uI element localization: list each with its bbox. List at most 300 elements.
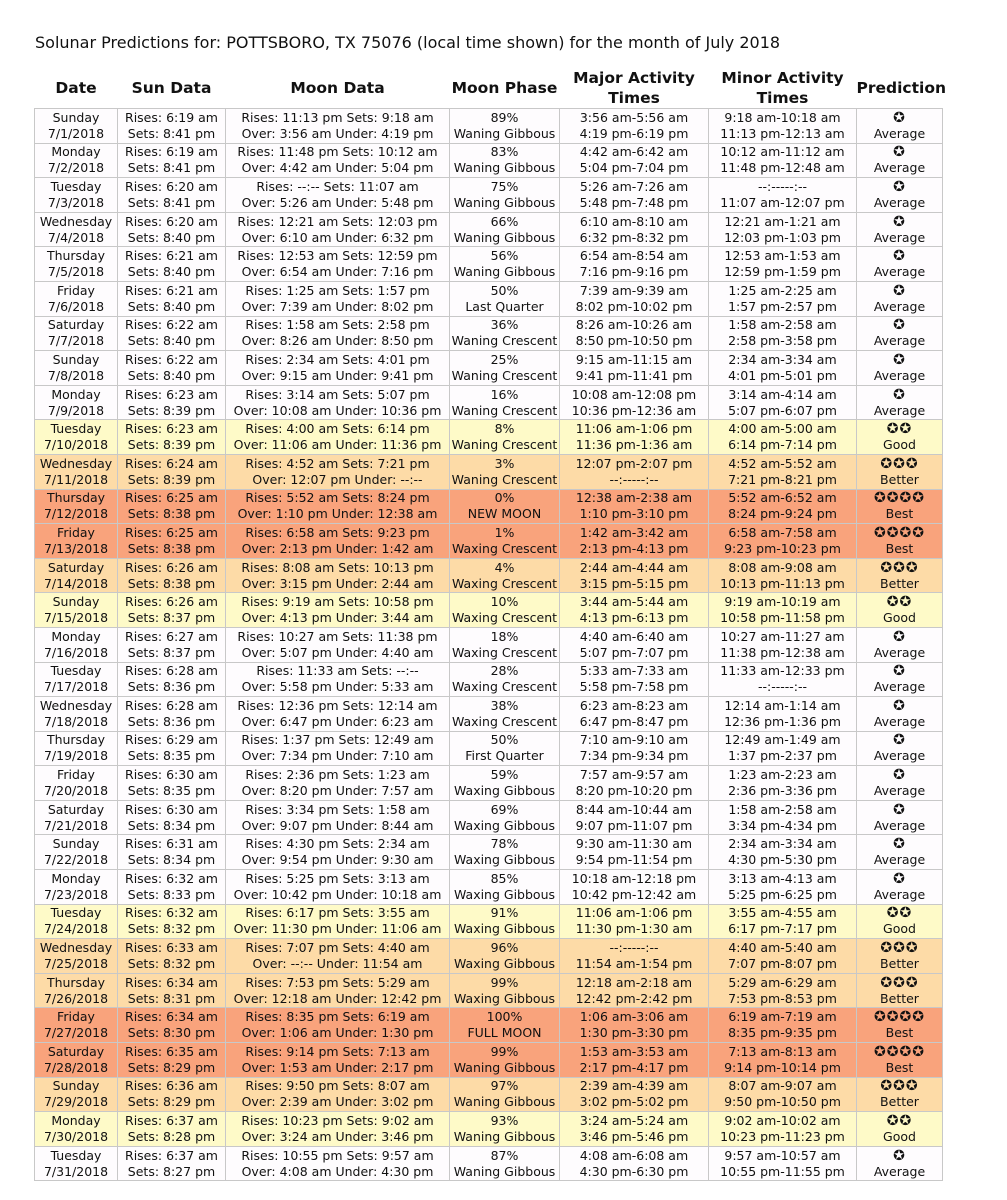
major-time-1: 5:26 am-7:26 am [579, 178, 689, 194]
circled-star-icon: ✪✪ [886, 421, 913, 438]
phase-percent: 36% [490, 317, 519, 333]
table-row [35, 800, 943, 835]
phase-percent: 50% [490, 282, 519, 298]
prediction-rating: Good [883, 921, 916, 937]
major-time-1: 8:26 am-10:26 am [575, 317, 693, 333]
date-value: 7/13/2018 [43, 540, 109, 556]
moon-rise-set: Rises: 4:00 am Sets: 6:14 pm [245, 421, 430, 437]
phase-name: Waning Crescent [451, 333, 558, 349]
header-major-line2: Activity Times [608, 69, 695, 107]
date-value: 7/9/2018 [47, 402, 105, 418]
moon-over-under: Over: 3:24 am Under: 3:46 pm [241, 1129, 434, 1145]
sun-data-cell [118, 281, 226, 316]
minor-time-2: 5:07 pm-6:07 pm [728, 402, 837, 418]
header-row [35, 68, 943, 109]
moon-rise-set: Rises: 4:52 am Sets: 7:21 pm [245, 455, 430, 471]
moon-rise-set: Rises: 1:58 am Sets: 2:58 pm [245, 317, 430, 333]
sun-data-cell [118, 420, 226, 455]
moon-data-cell [226, 1146, 450, 1181]
phase-name: Waxing Gibbous [453, 921, 556, 937]
major-times-cell [560, 766, 709, 801]
table-row [35, 385, 943, 420]
sun-rise: Rises: 6:30 am [125, 801, 218, 817]
minor-time-2: 3:34 pm-4:34 pm [728, 817, 837, 833]
major-times-cell [560, 385, 709, 420]
minor-time-1: 9:57 am-10:57 am [724, 1147, 841, 1163]
moon-over-under: Over: 4:42 am Under: 5:04 pm [241, 160, 434, 176]
minor-times-cell [709, 1008, 857, 1043]
circled-star-icon: ✪ [893, 697, 906, 714]
moon-phase-cell [450, 1043, 560, 1078]
date-cell [35, 351, 118, 386]
moon-phase-cell [450, 697, 560, 732]
minor-time-1: 4:52 am-5:52 am [728, 455, 837, 471]
major-time-2: 5:48 pm-7:48 pm [579, 194, 689, 210]
moon-over-under: Over: 6:54 am Under: 7:16 pm [241, 264, 434, 280]
sun-set: Sets: 8:38 pm [127, 506, 216, 522]
major-time-1: --:-----:-- [609, 940, 659, 956]
moon-rise-set: Rises: 11:48 pm Sets: 10:12 am [237, 144, 438, 160]
sun-rise: Rises: 6:28 am [125, 663, 218, 679]
moon-data-cell [226, 593, 450, 628]
prediction-cell [857, 454, 943, 489]
minor-time-2: 12:36 pm-1:36 pm [724, 713, 841, 729]
prediction-rating: Average [873, 679, 926, 695]
prediction-rating: Average [873, 886, 926, 902]
moon-over-under: Over: 6:10 am Under: 6:32 pm [241, 229, 434, 245]
moon-rise-set: Rises: 9:14 pm Sets: 7:13 am [245, 1043, 430, 1059]
date-cell [35, 1146, 118, 1181]
moon-over-under: Over: 10:08 am Under: 10:36 pm [233, 402, 442, 418]
moon-over-under: Over: 5:07 pm Under: 4:40 am [241, 644, 434, 660]
circled-star-icon: ✪✪ [886, 594, 913, 611]
minor-time-1: 12:14 am-1:14 am [724, 697, 841, 713]
circled-star-icon: ✪ [893, 836, 906, 853]
prediction-rating: Best [885, 506, 914, 522]
major-time-1: 5:33 am-7:33 am [579, 663, 689, 679]
sun-data-cell [118, 1112, 226, 1147]
moon-phase-cell [450, 454, 560, 489]
minor-time-2: 1:37 pm-2:37 pm [728, 748, 837, 764]
date-value: 7/11/2018 [43, 471, 109, 487]
moon-over-under: Over: 1:10 pm Under: 12:38 am [237, 506, 438, 522]
sun-data-cell [118, 627, 226, 662]
major-times-cell [560, 524, 709, 559]
header-moon-data: Moon Data [290, 79, 385, 97]
prediction-cell [857, 800, 943, 835]
day-name: Tuesday [50, 663, 102, 679]
sun-set: Sets: 8:40 pm [127, 264, 216, 280]
minor-time-1: 4:00 am-5:00 am [728, 421, 837, 437]
date-value: 7/28/2018 [43, 1059, 109, 1075]
date-value: 7/14/2018 [43, 575, 109, 591]
prediction-cell [857, 351, 943, 386]
prediction-rating: Average [873, 713, 926, 729]
moon-over-under: Over: 9:54 pm Under: 9:30 am [241, 852, 434, 868]
minor-times-cell [709, 697, 857, 732]
phase-name: Waning Crescent [451, 402, 558, 418]
minor-time-1: 8:07 am-9:07 am [728, 1078, 837, 1094]
phase-percent: 87% [490, 1147, 519, 1163]
date-cell [35, 627, 118, 662]
major-times-cell [560, 247, 709, 282]
day-name: Friday [57, 282, 95, 298]
sun-set: Sets: 8:32 pm [127, 956, 216, 972]
moon-rise-set: Rises: 12:36 pm Sets: 12:14 am [237, 697, 438, 713]
date-cell [35, 385, 118, 420]
phase-name: Waning Crescent [451, 367, 558, 383]
moon-data-cell [226, 627, 450, 662]
major-time-1: 4:08 am-6:08 am [579, 1147, 689, 1163]
moon-over-under: Over: 8:26 am Under: 8:50 pm [241, 333, 434, 349]
minor-time-2: 10:13 pm-11:13 pm [720, 575, 845, 591]
day-name: Saturday [47, 317, 105, 333]
sun-data-cell [118, 1008, 226, 1043]
sun-data-cell [118, 558, 226, 593]
major-times-cell [560, 489, 709, 524]
phase-percent: 1% [494, 524, 515, 540]
prediction-rating: Average [873, 783, 926, 799]
circled-star-icon: ✪✪✪✪ [874, 1009, 925, 1026]
moon-rise-set: Rises: 4:30 pm Sets: 2:34 am [245, 836, 430, 852]
prediction-rating: Average [873, 264, 926, 280]
phase-name: Waxing Crescent [451, 679, 558, 695]
day-name: Monday [51, 144, 101, 160]
moon-over-under: Over: 3:15 pm Under: 2:44 am [241, 575, 434, 591]
day-name: Saturday [47, 1043, 105, 1059]
header-major-line1: Major [573, 69, 623, 87]
day-name: Monday [51, 1113, 101, 1129]
phase-percent: 0% [494, 490, 515, 506]
sun-set: Sets: 8:32 pm [127, 921, 216, 937]
date-value: 7/20/2018 [43, 783, 109, 799]
prediction-cell [857, 143, 943, 178]
sun-rise: Rises: 6:36 am [125, 1078, 218, 1094]
moon-phase-cell [450, 766, 560, 801]
major-time-1: 4:40 am-6:40 am [579, 628, 689, 644]
table-row [35, 351, 943, 386]
moon-phase-cell [450, 247, 560, 282]
minor-time-1: 9:18 am-10:18 am [724, 109, 841, 125]
table-row [35, 247, 943, 282]
moon-phase-cell [450, 1077, 560, 1112]
minor-time-1: 1:58 am-2:58 am [728, 317, 837, 333]
minor-time-2: 7:21 pm-8:21 pm [728, 471, 837, 487]
phase-percent: 93% [490, 1113, 519, 1129]
minor-time-2: 9:50 pm-10:50 pm [724, 1094, 841, 1110]
major-time-1: 12:07 pm-2:07 pm [575, 455, 693, 471]
minor-times-cell [709, 800, 857, 835]
minor-times-cell [709, 489, 857, 524]
minor-time-1: 1:58 am-2:58 am [728, 801, 837, 817]
date-cell [35, 247, 118, 282]
major-time-1: 10:08 am-12:08 pm [571, 386, 697, 402]
sun-set: Sets: 8:41 pm [127, 160, 216, 176]
date-value: 7/12/2018 [43, 506, 109, 522]
table-row [35, 1008, 943, 1043]
minor-times-cell [709, 627, 857, 662]
moon-phase-cell [450, 489, 560, 524]
major-times-cell [560, 627, 709, 662]
sun-rise: Rises: 6:26 am [125, 559, 218, 575]
minor-time-2: 8:24 pm-9:24 pm [728, 506, 837, 522]
table-row [35, 212, 943, 247]
sun-set: Sets: 8:38 pm [127, 540, 216, 556]
date-value: 7/5/2018 [47, 264, 105, 280]
header-sun-data: Sun Data [131, 79, 212, 97]
phase-percent: 10% [490, 594, 519, 610]
major-time-2: 6:47 pm-8:47 pm [579, 713, 689, 729]
moon-rise-set: Rises: 7:07 pm Sets: 4:40 am [245, 940, 430, 956]
prediction-cell [857, 524, 943, 559]
sun-set: Sets: 8:39 pm [127, 437, 216, 453]
date-cell [35, 109, 118, 144]
date-cell [35, 178, 118, 213]
minor-time-2: 2:36 pm-3:36 pm [728, 783, 837, 799]
date-value: 7/17/2018 [43, 679, 109, 695]
circled-star-icon: ✪ [893, 732, 906, 749]
moon-data-cell [226, 835, 450, 870]
minor-time-1: --:-----:-- [757, 178, 808, 194]
phase-percent: 89% [490, 109, 519, 125]
sun-rise: Rises: 6:27 am [125, 628, 218, 644]
moon-over-under: Over: 2:39 am Under: 3:02 pm [241, 1094, 434, 1110]
minor-time-2: 7:07 pm-8:07 pm [728, 956, 837, 972]
phase-name: Waxing Gibbous [453, 783, 556, 799]
date-cell [35, 800, 118, 835]
prediction-cell [857, 558, 943, 593]
moon-data-cell [226, 1077, 450, 1112]
day-name: Sunday [52, 594, 100, 610]
sun-data-cell [118, 1146, 226, 1181]
moon-rise-set: Rises: 9:50 pm Sets: 8:07 am [245, 1078, 430, 1094]
moon-data-cell [226, 558, 450, 593]
major-times-cell [560, 454, 709, 489]
minor-time-1: 2:34 am-3:34 am [728, 351, 837, 367]
major-time-2: 5:07 pm-7:07 pm [579, 644, 689, 660]
moon-phase-cell [450, 835, 560, 870]
major-time-2: 3:02 pm-5:02 pm [579, 1094, 689, 1110]
prediction-cell [857, 835, 943, 870]
prediction-rating: Better [880, 990, 919, 1006]
circled-star-icon: ✪✪✪ [880, 455, 919, 472]
minor-times-cell [709, 973, 857, 1008]
circled-star-icon: ✪ [893, 870, 906, 887]
minor-time-1: 8:08 am-9:08 am [728, 559, 837, 575]
major-time-2: 8:02 pm-10:02 pm [575, 298, 693, 314]
table-row [35, 627, 943, 662]
major-time-2: 12:42 pm-2:42 pm [575, 990, 693, 1006]
minor-time-2: 10:55 pm-11:55 pm [720, 1163, 845, 1179]
prediction-cell [857, 1112, 943, 1147]
prediction-cell [857, 973, 943, 1008]
moon-over-under: Over: 12:18 am Under: 12:42 pm [233, 990, 442, 1006]
day-name: Thursday [46, 248, 106, 264]
minor-time-1: 10:27 am-11:27 am [720, 628, 845, 644]
day-name: Wednesday [39, 455, 113, 471]
sun-data-cell [118, 904, 226, 939]
moon-phase-cell [450, 558, 560, 593]
phase-percent: 91% [490, 905, 519, 921]
sun-set: Sets: 8:28 pm [127, 1129, 216, 1145]
table-row [35, 731, 943, 766]
moon-phase-cell [450, 109, 560, 144]
moon-over-under: Over: 12:07 pm Under: --:-- [252, 471, 423, 487]
minor-times-cell [709, 870, 857, 905]
date-value: 7/29/2018 [43, 1094, 109, 1110]
date-cell [35, 558, 118, 593]
sun-rise: Rises: 6:23 am [125, 386, 218, 402]
date-cell [35, 662, 118, 697]
major-times-cell [560, 593, 709, 628]
prediction-cell [857, 1077, 943, 1112]
prediction-cell [857, 109, 943, 144]
day-name: Sunday [52, 836, 100, 852]
moon-phase-cell [450, 593, 560, 628]
minor-time-1: 11:33 am-12:33 pm [720, 663, 845, 679]
sun-data-cell [118, 212, 226, 247]
minor-time-1: 9:19 am-10:19 am [724, 594, 841, 610]
sun-rise: Rises: 6:31 am [125, 836, 218, 852]
major-time-2: 2:13 pm-4:13 pm [579, 540, 689, 556]
moon-data-cell [226, 143, 450, 178]
phase-percent: 69% [490, 801, 519, 817]
moon-over-under: Over: 5:58 pm Under: 5:33 am [241, 679, 434, 695]
moon-data-cell [226, 489, 450, 524]
sun-data-cell [118, 766, 226, 801]
major-time-2: 7:34 pm-9:34 pm [579, 748, 689, 764]
prediction-cell [857, 627, 943, 662]
minor-time-1: 1:25 am-2:25 am [728, 282, 837, 298]
moon-rise-set: Rises: 6:17 pm Sets: 3:55 am [245, 905, 430, 921]
prediction-rating: Average [873, 194, 926, 210]
date-cell [35, 1043, 118, 1078]
phase-name: Waning Gibbous [453, 264, 556, 280]
prediction-rating: Best [885, 540, 914, 556]
table-body [35, 109, 943, 1181]
minor-time-2: 9:23 pm-10:23 pm [724, 540, 841, 556]
phase-percent: 56% [490, 248, 519, 264]
moon-rise-set: Rises: 1:25 am Sets: 1:57 pm [245, 282, 430, 298]
sun-data-cell [118, 731, 226, 766]
minor-times-cell [709, 420, 857, 455]
moon-data-cell [226, 800, 450, 835]
phase-name: Waxing Gibbous [453, 817, 556, 833]
moon-phase-cell [450, 627, 560, 662]
sun-set: Sets: 8:41 pm [127, 194, 216, 210]
sun-set: Sets: 8:36 pm [127, 679, 216, 695]
major-times-cell [560, 662, 709, 697]
sun-data-cell [118, 247, 226, 282]
minor-time-1: 9:02 am-10:02 am [724, 1113, 841, 1129]
major-time-2: --:-----:-- [609, 471, 659, 487]
phase-percent: 97% [490, 1078, 519, 1094]
major-time-2: 5:04 pm-7:04 pm [579, 160, 689, 176]
prediction-cell [857, 1043, 943, 1078]
minor-times-cell [709, 835, 857, 870]
prediction-rating: Better [880, 956, 919, 972]
sun-rise: Rises: 6:34 am [125, 1009, 218, 1025]
date-cell [35, 835, 118, 870]
date-cell [35, 524, 118, 559]
major-time-1: 1:53 am-3:53 am [579, 1043, 689, 1059]
moon-over-under: Over: 2:13 pm Under: 1:42 am [241, 540, 434, 556]
day-name: Thursday [46, 974, 106, 990]
moon-rise-set: Rises: 10:23 pm Sets: 9:02 am [241, 1113, 434, 1129]
minor-time-2: 11:13 pm-12:13 am [720, 125, 845, 141]
minor-time-1: 1:23 am-2:23 am [728, 767, 837, 783]
prediction-rating: Best [885, 1059, 914, 1075]
moon-data-cell [226, 1043, 450, 1078]
day-name: Tuesday [50, 905, 102, 921]
sun-set: Sets: 8:40 pm [127, 367, 216, 383]
major-time-2: 2:17 pm-4:17 pm [579, 1059, 689, 1075]
minor-time-1: 12:53 am-1:53 am [724, 248, 841, 264]
header-prediction: Prediction [856, 79, 947, 97]
sun-data-cell [118, 662, 226, 697]
phase-percent: 100% [486, 1009, 523, 1025]
moon-phase-cell [450, 731, 560, 766]
table-row [35, 662, 943, 697]
major-times-cell [560, 1112, 709, 1147]
phase-name: Waning Crescent [451, 437, 558, 453]
date-cell [35, 939, 118, 974]
date-cell [35, 697, 118, 732]
phase-name: Waxing Crescent [451, 644, 558, 660]
phase-name: Waxing Gibbous [453, 886, 556, 902]
phase-name: Waning Crescent [451, 471, 558, 487]
sun-data-cell [118, 109, 226, 144]
date-cell [35, 1112, 118, 1147]
minor-times-cell [709, 351, 857, 386]
sun-set: Sets: 8:41 pm [127, 125, 216, 141]
phase-percent: 59% [490, 767, 519, 783]
major-times-cell [560, 316, 709, 351]
moon-data-cell [226, 766, 450, 801]
moon-rise-set: Rises: --:-- Sets: 11:07 am [256, 178, 419, 194]
moon-rise-set: Rises: 12:21 am Sets: 12:03 pm [237, 213, 438, 229]
prediction-cell [857, 697, 943, 732]
table-row [35, 904, 943, 939]
major-times-cell [560, 904, 709, 939]
moon-rise-set: Rises: 10:55 pm Sets: 9:57 am [241, 1147, 434, 1163]
minor-time-1: 12:21 am-1:21 am [724, 213, 841, 229]
moon-phase-cell [450, 800, 560, 835]
major-time-1: 2:44 am-4:44 am [579, 559, 689, 575]
moon-data-cell [226, 1008, 450, 1043]
date-value: 7/27/2018 [43, 1025, 109, 1041]
moon-phase-cell [450, 973, 560, 1008]
moon-data-cell [226, 281, 450, 316]
major-times-cell [560, 212, 709, 247]
table-row [35, 524, 943, 559]
major-times-cell [560, 973, 709, 1008]
minor-times-cell [709, 766, 857, 801]
page-title: Solunar Predictions for: POTTSBORO, TX 75076 (local time shown) for the month of July 2018 [35, 33, 781, 52]
major-time-2: 9:54 pm-11:54 pm [575, 852, 693, 868]
sun-rise: Rises: 6:20 am [125, 178, 218, 194]
prediction-rating: Average [873, 333, 926, 349]
sun-rise: Rises: 6:29 am [125, 732, 218, 748]
minor-times-cell [709, 904, 857, 939]
major-time-2: 7:16 pm-9:16 pm [579, 264, 689, 280]
moon-over-under: Over: 1:06 am Under: 1:30 pm [241, 1025, 434, 1041]
sun-rise: Rises: 6:20 am [125, 213, 218, 229]
circled-star-icon: ✪✪✪ [880, 940, 919, 957]
major-times-cell [560, 558, 709, 593]
table-row [35, 1043, 943, 1078]
phase-percent: 96% [490, 940, 519, 956]
